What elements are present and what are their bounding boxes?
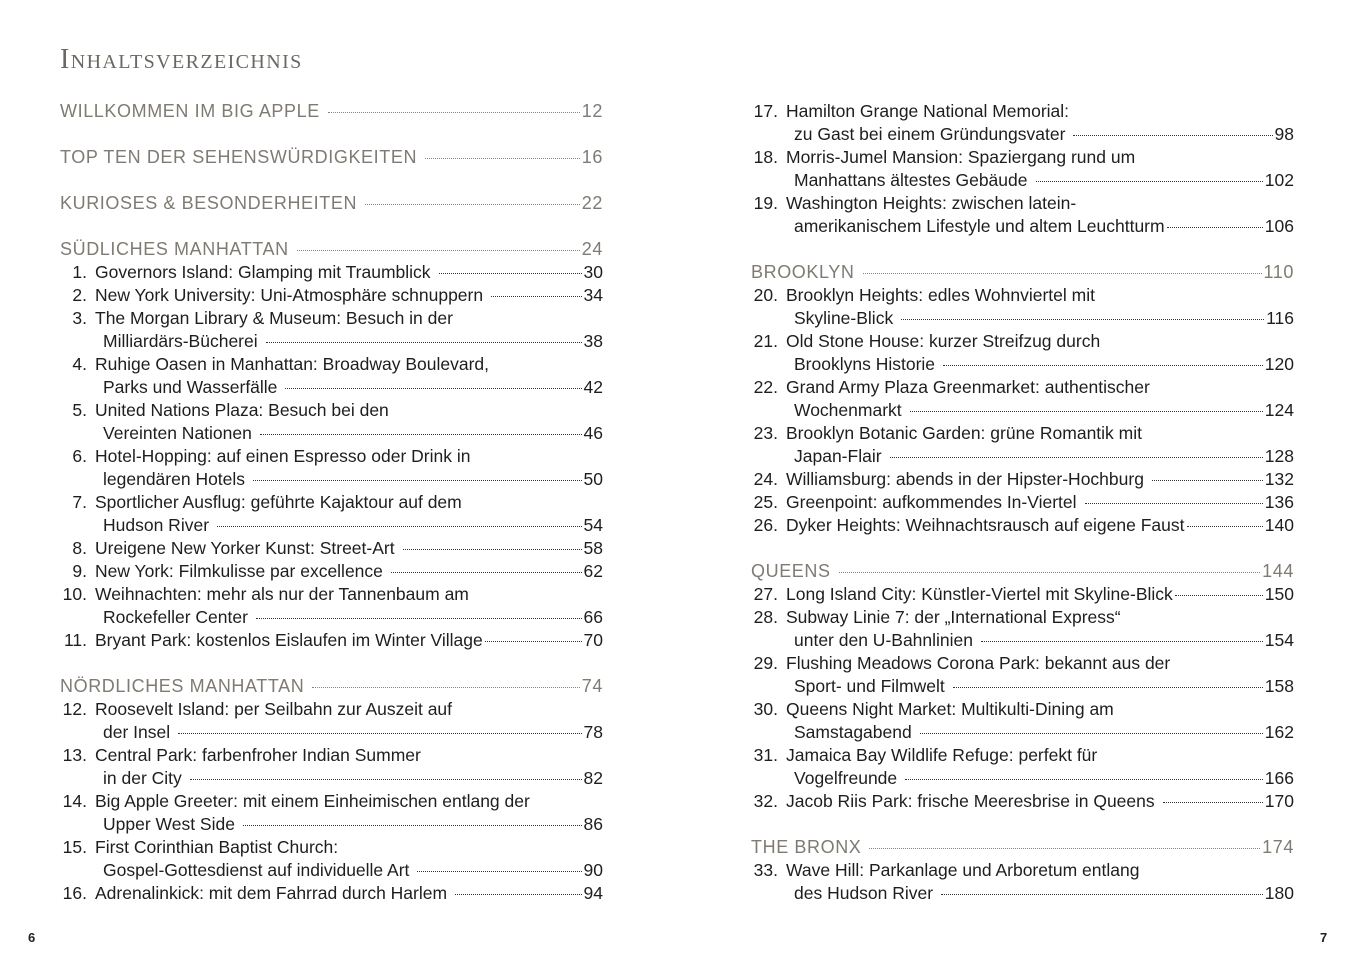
toc-entry[interactable] — [60, 698, 603, 721]
page-number: 120 — [1264, 354, 1294, 374]
page-number: 132 — [1264, 469, 1294, 489]
entry-text: New York University: Uni-Atmosphäre schnuppern — [95, 285, 484, 305]
toc-entry-cont[interactable] — [60, 721, 603, 744]
entry-number: 9. — [72, 561, 87, 581]
toc-section[interactable] — [60, 100, 603, 123]
entry-text: Weihnachten: mehr als nur der Tannenbaum am — [95, 584, 469, 604]
entry-text: Manhattans ältestes Gebäude — [794, 170, 1028, 190]
entry-text: Jacob Riis Park: frische Meeresbrise in Queens — [786, 791, 1155, 811]
entry-text: Rockefeller Center — [103, 607, 248, 627]
toc-entry-cont[interactable] — [751, 882, 1294, 905]
page-number: 158 — [1264, 676, 1294, 696]
toc-entry-cont[interactable] — [751, 767, 1294, 790]
entry-text: Hamilton Grange National Memorial: — [786, 101, 1070, 121]
entry-text: Wave Hill: Parkanlage und Arboretum entlang — [786, 860, 1140, 880]
page-number: 154 — [1264, 630, 1294, 650]
entry-number: 15. — [62, 837, 87, 857]
toc-entry-cont[interactable] — [751, 215, 1294, 238]
toc-section[interactable] — [60, 238, 603, 261]
page-number: 128 — [1264, 446, 1294, 466]
entry-number: 16. — [62, 883, 87, 903]
toc-entry[interactable] — [60, 560, 603, 583]
entry-text: Jamaica Bay Wildlife Refuge: perfekt für — [786, 745, 1098, 765]
entry-text: Hudson River — [103, 515, 210, 535]
toc-entry-cont[interactable] — [60, 606, 603, 629]
page-number: 74 — [581, 676, 603, 696]
page-title: Inhaltsverzeichnis — [60, 44, 303, 75]
entry-number: 28. — [753, 607, 778, 627]
entry-text: Subway Linie 7: der „International Express“ — [786, 607, 1121, 627]
page-number: 110 — [1263, 262, 1294, 282]
toc-entry[interactable] — [751, 583, 1294, 606]
toc-entry[interactable] — [60, 882, 603, 905]
page-number: 144 — [1262, 561, 1294, 581]
entry-text: Brooklyn Botanic Garden: grüne Romantik mit — [786, 423, 1142, 443]
section-label: WILLKOMMEN IM BIG APPLE — [60, 101, 320, 121]
entry-number: 5. — [72, 400, 87, 420]
toc-right-column — [751, 100, 1294, 905]
entry-number: 7. — [72, 492, 87, 512]
entry-text: Big Apple Greeter: mit einem Einheimischen entlang der — [95, 791, 530, 811]
entry-text: zu Gast bei einem Gründungsvater — [794, 124, 1066, 144]
entry-number: 3. — [72, 308, 87, 328]
entry-text: United Nations Plaza: Besuch bei den — [95, 400, 389, 420]
entry-number: 21. — [753, 331, 778, 351]
toc-entry[interactable] — [60, 537, 603, 560]
entry-text: Old Stone House: kurzer Streifzug durch — [786, 331, 1101, 351]
entry-number: 1. — [72, 262, 87, 282]
page-number: 106 — [1264, 216, 1294, 236]
toc-entry-cont[interactable] — [751, 629, 1294, 652]
entry-text: Williamsburg: abends in der Hipster-Hochburg — [786, 469, 1144, 489]
section-label: THE BRONX — [751, 837, 862, 857]
entry-text: Greenpoint: aufkommendes In-Viertel — [786, 492, 1077, 512]
toc-entry[interactable] — [60, 399, 603, 422]
entry-number: 17. — [753, 101, 778, 121]
toc-entry[interactable] — [751, 192, 1294, 215]
entry-number: 14. — [62, 791, 87, 811]
entry-number: 27. — [753, 584, 778, 604]
section-label: BROOKLYN — [751, 262, 855, 282]
toc-entry[interactable] — [751, 790, 1294, 813]
section-label: TOP TEN DER SEHENSWÜRDIGKEITEN — [60, 147, 418, 167]
page-number: 150 — [1264, 584, 1294, 604]
entry-number: 6. — [72, 446, 87, 466]
entry-text: Washington Heights: zwischen latein- — [786, 193, 1077, 213]
page-number: 30 — [583, 262, 603, 282]
entry-number: 4. — [72, 354, 87, 374]
page-number: 170 — [1264, 791, 1294, 811]
entry-text: Grand Army Plaza Greenmarket: authentischer — [786, 377, 1150, 397]
toc-entry-cont[interactable] — [751, 169, 1294, 192]
section-label: SÜDLICHES MANHATTAN — [60, 239, 289, 259]
entry-text: Bryant Park: kostenlos Eislaufen im Winter Village — [95, 630, 483, 650]
toc-entry-cont[interactable] — [60, 376, 603, 399]
entry-text: Japan-Flair — [794, 446, 882, 466]
entry-text: Wochenmarkt — [794, 400, 902, 420]
toc-entry[interactable] — [751, 859, 1294, 882]
toc-entry-cont[interactable] — [751, 353, 1294, 376]
section-label: KURIOSES & BESONDERHEITEN — [60, 193, 358, 213]
entry-text: in der City — [103, 768, 182, 788]
page-number: 102 — [1264, 170, 1294, 190]
entry-number: 33. — [753, 860, 778, 880]
toc-entry-cont[interactable] — [60, 422, 603, 445]
entry-text: First Corinthian Baptist Church: — [95, 837, 339, 857]
page-number: 94 — [583, 883, 603, 903]
toc-entry-cont[interactable] — [60, 859, 603, 882]
entry-number: 23. — [753, 423, 778, 443]
entry-number: 12. — [62, 699, 87, 719]
page-number: 58 — [583, 538, 603, 558]
page-number: 62 — [583, 561, 603, 581]
page-number: 116 — [1266, 308, 1294, 328]
toc-entry[interactable] — [751, 744, 1294, 767]
entry-text: Skyline-Blick — [794, 308, 894, 328]
entry-number: 8. — [72, 538, 87, 558]
toc-entry-cont[interactable] — [751, 675, 1294, 698]
entry-text: Morris-Jumel Mansion: Spaziergang rund um — [786, 147, 1136, 167]
entry-number: 25. — [753, 492, 778, 512]
toc-section[interactable] — [751, 560, 1294, 583]
page-number: 50 — [583, 469, 603, 489]
entry-text: Vereinten Nationen — [103, 423, 252, 443]
toc-entry[interactable] — [751, 100, 1294, 123]
toc-entry[interactable] — [60, 284, 603, 307]
toc-entry[interactable] — [60, 744, 603, 767]
toc-section[interactable] — [60, 675, 603, 698]
entry-text: legendären Hotels — [103, 469, 246, 489]
page-number: 90 — [583, 860, 603, 880]
page-number: 12 — [581, 101, 603, 121]
toc-entry-cont[interactable] — [751, 123, 1294, 146]
toc-entry-cont[interactable] — [60, 514, 603, 537]
entry-number: 30. — [753, 699, 778, 719]
entry-text: Roosevelt Island: per Seilbahn zur Auszeit auf — [95, 699, 453, 719]
entry-text: Sportlicher Ausflug: geführte Kajaktour auf dem — [95, 492, 462, 512]
page-number: 46 — [583, 423, 603, 443]
entry-text: der Insel — [103, 722, 171, 742]
entry-text: Ruhige Oasen in Manhattan: Broadway Boulevard, — [95, 354, 489, 374]
entry-text: Long Island City: Künstler-Viertel mit Skyline-Blick — [786, 584, 1173, 604]
toc-section[interactable] — [60, 192, 603, 215]
page-number: 70 — [583, 630, 603, 650]
toc-entry[interactable] — [751, 652, 1294, 675]
entry-text: Central Park: farbenfroher Indian Summer — [95, 745, 421, 765]
toc-entry[interactable] — [60, 261, 603, 284]
section-label: NÖRDLICHES MANHATTAN — [60, 676, 305, 696]
toc-entry-cont[interactable] — [751, 445, 1294, 468]
entry-number: 20. — [753, 285, 778, 305]
page-number: 78 — [583, 722, 603, 742]
toc-entry[interactable] — [751, 514, 1294, 537]
toc-entry[interactable] — [60, 836, 603, 859]
entry-text: Brooklyns Historie — [794, 354, 936, 374]
entry-number: 19. — [753, 193, 778, 213]
page-number: 180 — [1264, 883, 1294, 903]
toc-entry-cont[interactable] — [751, 307, 1294, 330]
page-number: 22 — [581, 193, 603, 213]
page-number: 38 — [583, 331, 603, 351]
toc-entry[interactable] — [751, 606, 1294, 629]
entry-text: amerikanischem Lifestyle und altem Leuchtturm — [794, 216, 1165, 236]
entry-text: Upper West Side — [103, 814, 235, 834]
page-number: 54 — [583, 515, 603, 535]
toc-entry-cont[interactable] — [60, 468, 603, 491]
toc-entry[interactable] — [751, 468, 1294, 491]
entry-text: Dyker Heights: Weihnachtsrausch auf eigene Faust — [786, 515, 1185, 535]
page-number: 42 — [583, 377, 603, 397]
toc-entry[interactable] — [60, 353, 603, 376]
entry-text: unter den U-Bahnlinien — [794, 630, 974, 650]
toc-entry[interactable] — [60, 491, 603, 514]
toc-section[interactable] — [751, 836, 1294, 859]
entry-number: 26. — [753, 515, 778, 535]
entry-text: Sport- und Filmwelt — [794, 676, 945, 696]
section-label: QUEENS — [751, 561, 831, 581]
page-number: 98 — [1274, 124, 1294, 144]
page-number: 162 — [1264, 722, 1294, 742]
page-number: 66 — [583, 607, 603, 627]
toc-entry-cont[interactable] — [751, 399, 1294, 422]
entry-number: 18. — [753, 147, 778, 167]
entry-text: Flushing Meadows Corona Park: bekannt aus der — [786, 653, 1171, 673]
entry-text: Queens Night Market: Multikulti-Dining am — [786, 699, 1114, 719]
toc-entry-cont[interactable] — [60, 767, 603, 790]
entry-text: Adrenalinkick: mit dem Fahrrad durch Harlem — [95, 883, 448, 903]
page-number: 16 — [581, 147, 603, 167]
entry-number: 24. — [753, 469, 778, 489]
page-number: 82 — [583, 768, 603, 788]
toc-entry[interactable] — [751, 330, 1294, 353]
entry-text: des Hudson River — [794, 883, 934, 903]
toc-entry[interactable] — [60, 307, 603, 330]
entry-text: Samstagabend — [794, 722, 912, 742]
toc-entry-cont[interactable] — [60, 813, 603, 836]
toc-section[interactable] — [60, 146, 603, 169]
toc-entry[interactable] — [751, 422, 1294, 445]
toc-entry[interactable] — [751, 284, 1294, 307]
toc-entry[interactable] — [60, 445, 603, 468]
entry-text: Hotel-Hopping: auf einen Espresso oder Drink in — [95, 446, 471, 466]
entry-number: 13. — [62, 745, 87, 765]
toc-entry[interactable] — [60, 790, 603, 813]
entry-number: 11. — [63, 630, 87, 650]
entry-number: 10. — [62, 584, 87, 604]
page-number: 140 — [1264, 515, 1294, 535]
page-number: 86 — [583, 814, 603, 834]
toc-entry[interactable] — [60, 583, 603, 606]
toc-entry-cont[interactable] — [751, 721, 1294, 744]
page-number: 124 — [1264, 400, 1294, 420]
page-number: 24 — [581, 239, 603, 259]
entry-text: Milliardärs-Bücherei — [103, 331, 258, 351]
page-number-right: 7 — [1320, 930, 1328, 945]
entry-text: Brooklyn Heights: edles Wohnviertel mit — [786, 285, 1095, 305]
page-number: 136 — [1264, 492, 1294, 512]
page-number: 174 — [1262, 837, 1294, 857]
toc-entry[interactable] — [751, 698, 1294, 721]
entry-number: 22. — [753, 377, 778, 397]
toc-entry[interactable] — [751, 146, 1294, 169]
toc-entry[interactable] — [751, 491, 1294, 514]
entry-number: 2. — [72, 285, 87, 305]
toc-section[interactable] — [751, 261, 1294, 284]
toc-entry-cont[interactable] — [60, 330, 603, 353]
entry-text: New York: Filmkulisse par excellence — [95, 561, 383, 581]
page-number: 166 — [1264, 768, 1294, 788]
entry-text: Parks und Wasserfälle — [103, 377, 278, 397]
toc-left-column — [60, 100, 603, 905]
entry-number: 32. — [753, 791, 778, 811]
entry-text: Ureigene New Yorker Kunst: Street-Art — [95, 538, 395, 558]
entry-text: Gospel-Gottesdienst auf individuelle Art — [103, 860, 410, 880]
entry-number: 29. — [753, 653, 778, 673]
entry-text: Governors Island: Glamping mit Traumblick — [95, 262, 431, 282]
page-number-left: 6 — [28, 930, 36, 945]
toc-entry[interactable] — [60, 629, 603, 652]
entry-number: 31. — [753, 745, 778, 765]
toc-entry[interactable] — [751, 376, 1294, 399]
entry-text: Vogelfreunde — [794, 768, 898, 788]
entry-text: The Morgan Library & Museum: Besuch in der — [95, 308, 453, 328]
page-number: 34 — [583, 285, 603, 305]
